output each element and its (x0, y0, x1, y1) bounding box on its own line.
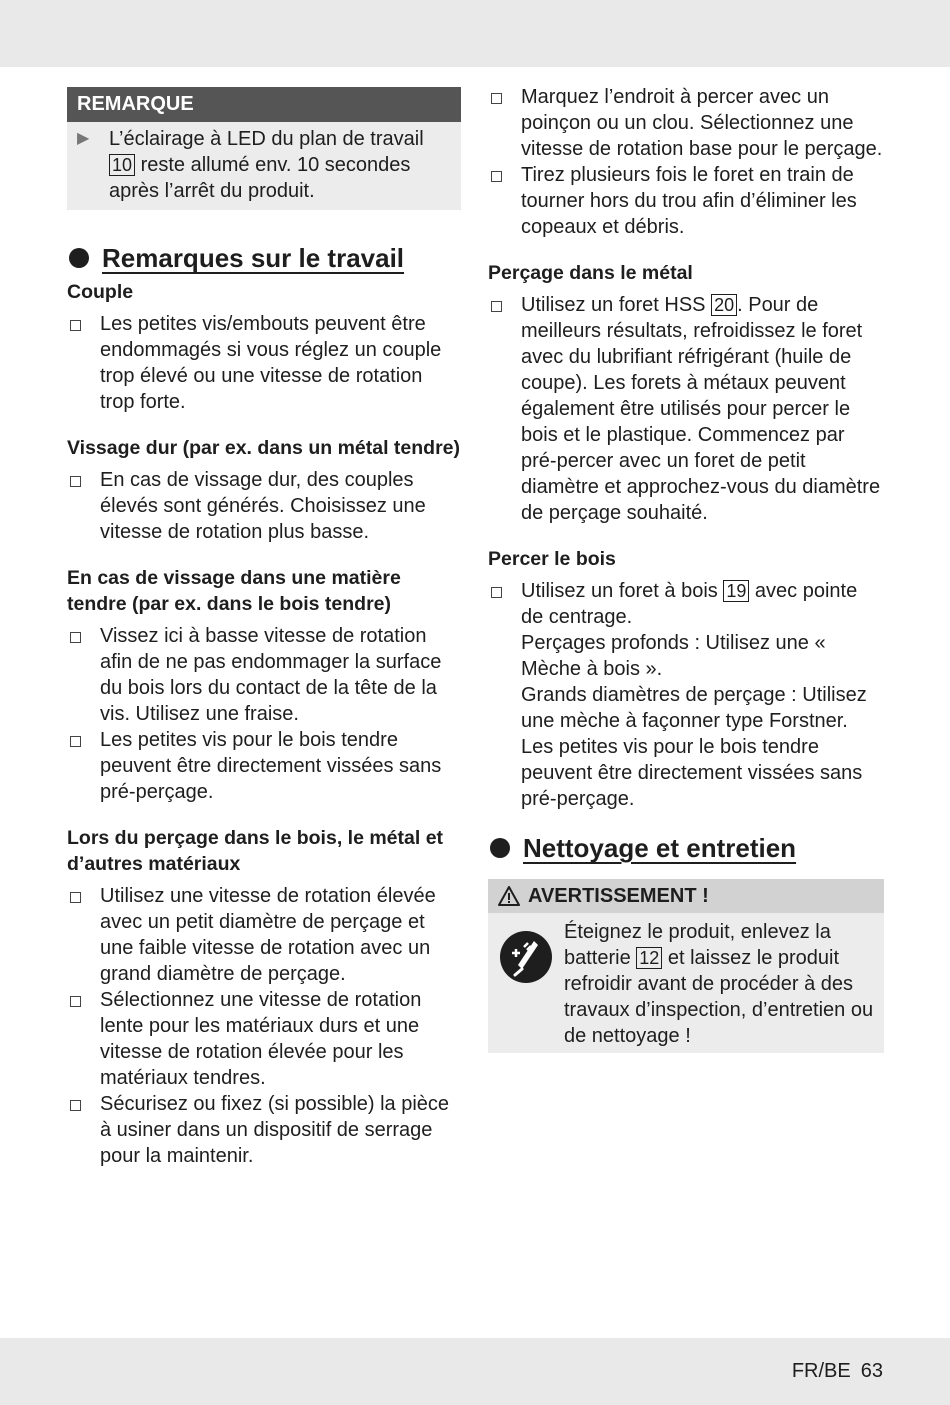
ref-number: 10 (109, 154, 135, 176)
subheading-wood: Percer le bois (488, 548, 616, 570)
list-item: Les petites vis/embouts peuvent être endommagés si vous réglez un couple trop élevé ou une vitesse de rotation trop forte. (67, 311, 461, 415)
list-item: Sécurisez ou fixez (si possible) la pièce à usiner dans un dispositif de serrage pour la maintenir. (67, 1091, 461, 1169)
list-item: Vissez ici à basse vitesse de rotation afin de ne pas endommager la surface du bois lors du contact de la tête de la vis. Utilisez une fraise. (67, 623, 461, 727)
checkbox-icon (70, 1100, 81, 1111)
triangle-right-icon: ▶ (77, 130, 90, 147)
subheading-soft-screwing: En cas de vissage dans une matière tendre (par ex. dans le bois tendre) (67, 567, 401, 615)
subheading-metal: Perçage dans le métal (488, 262, 693, 284)
warning-triangle-icon (498, 886, 520, 906)
checkbox-icon (70, 320, 81, 331)
ref-number: 19 (723, 580, 749, 602)
checkbox-icon (491, 93, 502, 104)
checkbox-icon (491, 587, 502, 598)
checkbox-icon (70, 476, 81, 487)
subheading-hard-screwing: Vissage dur (par ex. dans un métal tendre) (67, 437, 461, 459)
list-item: En cas de vissage dur, des couples élevés sont générés. Choisissez une vitesse de rotation plus basse. (67, 467, 461, 545)
bullet-dot-icon (490, 838, 510, 858)
checkbox-icon (70, 996, 81, 1007)
list-item: Utilisez un foret HSS 20 . Pour de meilleurs résultats, refroidissez le foret avec du lubrifiant réfrigérant (huile de coupe). Les forets à métaux peuvent également être utilisés pour percer le bois et le plastique. Commencez par pré-percer avec un foret de petit diamètre et approchez-vous du diamètre de perçage souhaité. (488, 292, 884, 526)
bullet-dot-icon (69, 248, 89, 268)
ref-number: 12 (636, 947, 662, 969)
note-body (67, 122, 461, 210)
subheading-couple: Couple (67, 281, 134, 303)
note-box (67, 87, 461, 210)
list-item: Sélectionnez une vitesse de rotation lente pour les matériaux durs et une vitesse de rotation élevée pour les matériaux tendres. (67, 987, 461, 1091)
ref-number: 20 (711, 294, 737, 316)
checkbox-icon (70, 632, 81, 643)
warning-text: Éteignez le produit, enlevez la batterie 12 et laissez le produit refroidir avant de procéder à des travaux d’inspection, d’entretien ou de nettoyage ! (564, 921, 874, 1047)
warning-body (488, 913, 884, 1053)
warning-box (488, 879, 884, 1053)
unplug-mandatory-icon (498, 929, 554, 985)
warning-title: AVERTISSEMENT ! (528, 885, 709, 907)
page-number: 63 (860, 1360, 883, 1382)
left-column (67, 84, 461, 1169)
checkbox-icon (491, 171, 502, 182)
page-footer (782, 1360, 883, 1383)
list-item: Marquez l’endroit à percer avec un poinçon ou un clou. Sélectionnez une vitesse de rotation base pour le perçage. (488, 84, 884, 162)
section-title-cleaning: Nettoyage et entretien (488, 831, 884, 865)
checkbox-icon (491, 301, 502, 312)
list-item: Tirez plusieurs fois le foret en train de tourner hors du trou afin d’éliminer les copeaux et débris. (488, 162, 884, 240)
note-text: L’éclairage à LED du plan de travail 10 reste allumé env. 10 secondes après l’arrêt du produit. (109, 128, 424, 202)
list-item: Utilisez un foret à bois 19 avec pointe de centrage. Perçages profonds : Utilisez une « Mèche à bois ». Grands diamètres de perçage : Utilisez une mèche à façonner type Forstner. Les petites vis pour le bois tendre peuvent être directement vissées sans pré-perçage. (488, 578, 884, 812)
header-band (0, 0, 950, 67)
list-item: Les petites vis pour le bois tendre peuvent être directement vissées sans pré-perçage. (67, 727, 461, 805)
footer-locale: FR/BE (791, 1360, 851, 1382)
list-item: Utilisez une vitesse de rotation élevée avec un petit diamètre de perçage et une faible vitesse de rotation avec un grand diamètre de perçage. (67, 883, 461, 987)
note-title: REMARQUE (67, 87, 461, 122)
checkbox-icon (70, 736, 81, 747)
subheading-drilling: Lors du perçage dans le bois, le métal et d’autres matériaux (67, 827, 444, 875)
right-column (488, 84, 884, 1053)
warning-header (488, 879, 884, 913)
checkbox-icon (70, 892, 81, 903)
section-title-work: Remarques sur le travail (67, 241, 461, 275)
